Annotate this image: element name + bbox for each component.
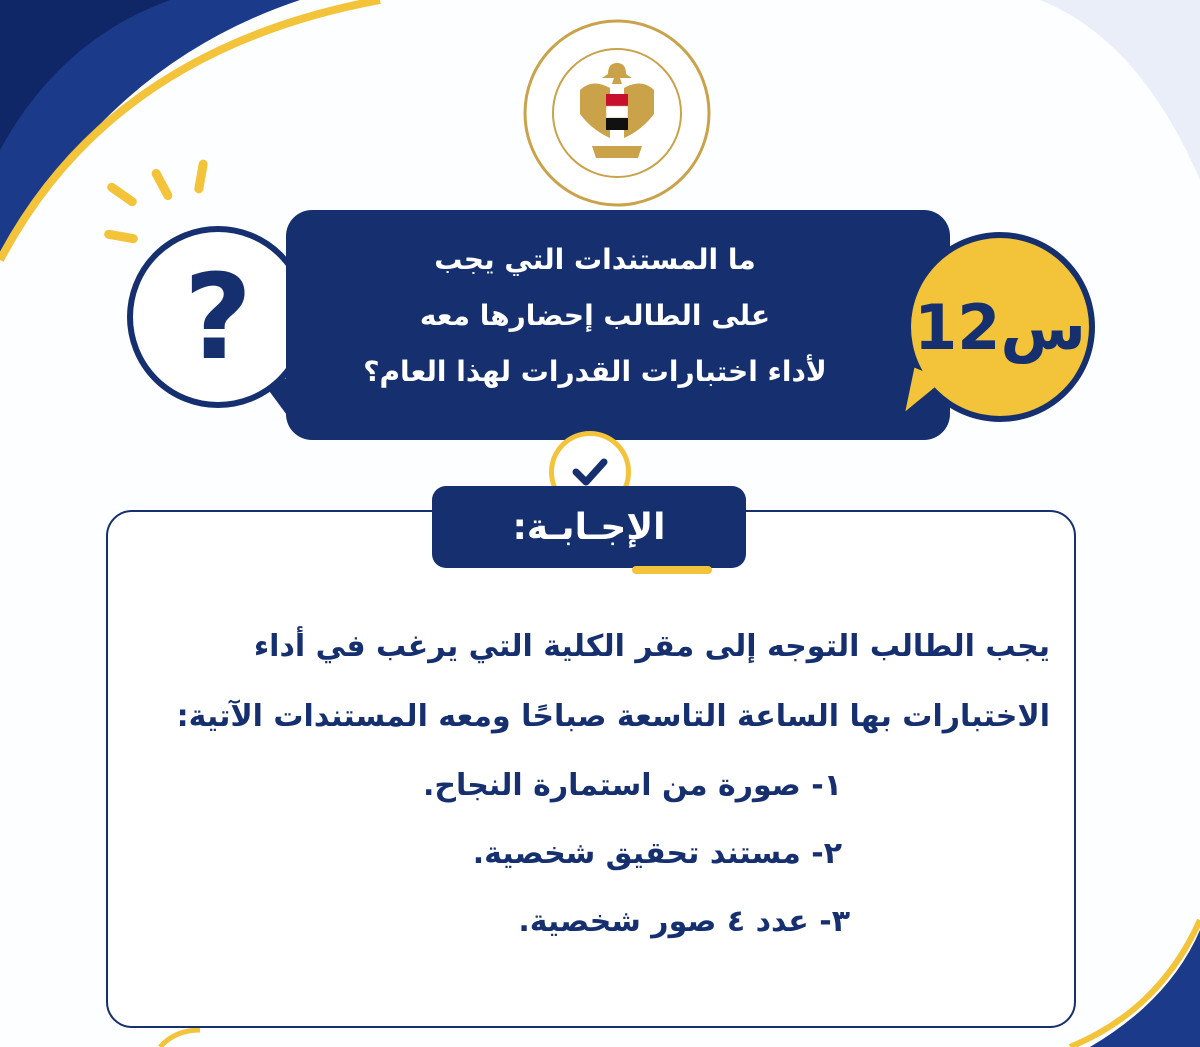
answer-label: الإجـابـة: <box>432 486 746 568</box>
answer-item-3: ٣- عدد ٤ صور شخصية. <box>518 904 850 939</box>
answer-item-2: ٢- مستند تحقيق شخصية. <box>472 836 842 871</box>
answer-item-1: ١- صورة من استمارة النجاح. <box>423 768 842 803</box>
question-number: س12 <box>914 290 1086 364</box>
answer-intro-line-2: الاختبارات بها الساعة التاسعة صباحًا ومعه المستندات الآتية: <box>176 699 1050 734</box>
answer-intro-line-1: يجب الطالب التوجه إلى مقر الكلية التي يرغب في أداء <box>253 629 1050 664</box>
question-line-3: لأداء اختبارات القدرات لهذا العام؟ <box>363 355 827 388</box>
answer-content <box>150 612 1050 956</box>
question-line-2: على الطالب إحضارها معه <box>419 299 771 332</box>
question-mark-icon: ? <box>183 248 253 386</box>
question-text <box>340 232 850 400</box>
question-line-1: ما المستندات التي يجب <box>434 243 756 276</box>
ministry-logo <box>522 18 712 208</box>
